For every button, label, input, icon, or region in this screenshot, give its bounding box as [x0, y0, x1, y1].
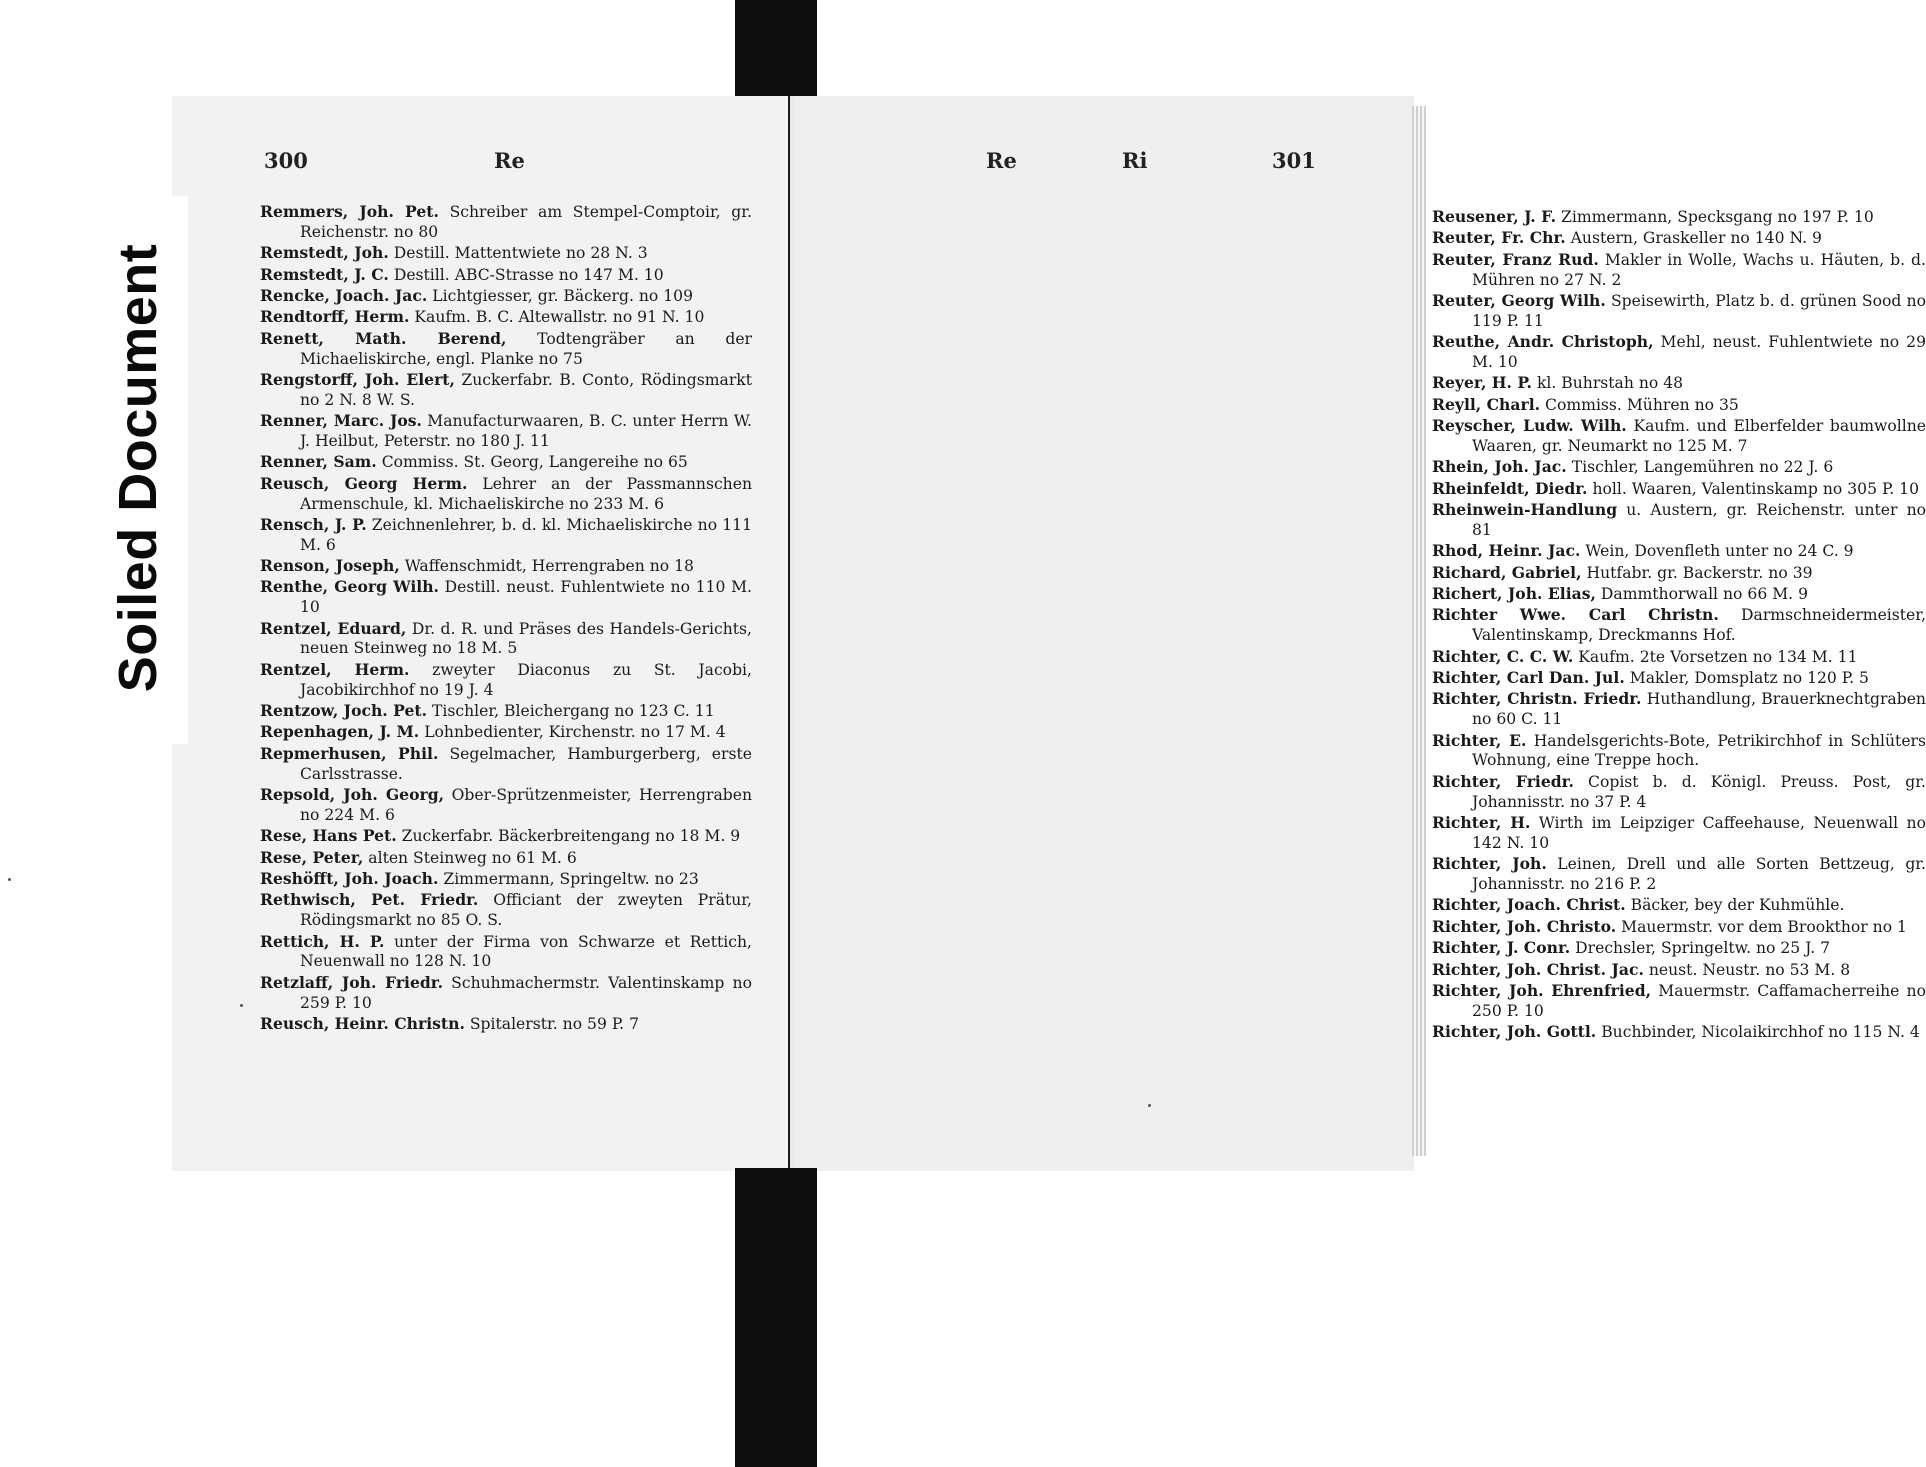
entry-text: Commiss. Mühren no 35 — [1545, 395, 1739, 414]
entry-name: Richter, Joh. — [1432, 854, 1547, 874]
directory-entry — [260, 286, 752, 307]
directory-entry — [1432, 647, 1926, 668]
entry-name: Reyer, H. P. — [1432, 373, 1532, 393]
directory-entry — [1432, 731, 1926, 772]
entry-text: Mauermstr. Caffamacherreihe no 250 P. 10 — [1472, 981, 1926, 1020]
entry-text: Kaufm. B. C. Altewallstr. no 91 N. 10 — [414, 308, 705, 327]
entry-name: Retzlaff, Joh. Friedr. — [260, 972, 443, 992]
entry-name: Rese, Hans Pet. — [260, 826, 397, 846]
entry-name: Renner, Sam. — [260, 452, 377, 472]
directory-entry — [1432, 291, 1926, 332]
entry-text: Kaufm. 2te Vorsetzen no 134 M. 11 — [1578, 647, 1858, 666]
directory-entry — [260, 932, 752, 973]
entry-text: Zimmermann, Springeltw. no 23 — [443, 869, 699, 888]
directory-entry — [1432, 605, 1926, 646]
entry-name: Repmerhusen, Phil. — [260, 743, 439, 763]
entry-text: Makler in Wolle, Wachs u. Häuten, b. d. Mühren no 27 N. 2 — [1472, 250, 1926, 289]
book-spread — [172, 96, 1926, 1171]
directory-entry — [1432, 1022, 1926, 1043]
entry-text: alten Steinweg no 61 M. 6 — [368, 848, 577, 867]
entry-name: Richter, Friedr. — [1432, 771, 1574, 791]
directory-entry — [1432, 854, 1926, 895]
entry-text: Commiss. St. Georg, Langereihe no 65 — [381, 453, 688, 472]
entry-text: Buchbinder, Nicolaikirchhof no 115 N. 4 — [1601, 1023, 1920, 1042]
entry-name: Reshöfft, Joh. Joach. — [260, 868, 439, 888]
directory-entry — [260, 869, 752, 890]
entry-name: Richert, Joh. Elias, — [1432, 584, 1596, 604]
entry-text: Officiant der zweyten Prätur, Rödingsmarkt no 85 O. S. — [300, 891, 752, 930]
entry-text: Lichtgiesser, gr. Bäckerg. no 109 — [432, 286, 694, 305]
directory-entry — [260, 826, 752, 847]
entry-name: Rentzow, Joch. Pet. — [260, 701, 428, 721]
directory-entry — [1432, 960, 1926, 981]
entry-text: Spitalerstr. no 59 P. 7 — [469, 1014, 640, 1033]
entry-text: kl. Buhrstah no 48 — [1536, 374, 1684, 393]
entry-name: Reuthe, Andr. Christoph, — [1432, 332, 1654, 352]
right-page — [794, 96, 1926, 1171]
entry-name: Renett, Math. Berend, — [260, 328, 507, 348]
entry-name: Rethwisch, Pet. Friedr. — [260, 890, 479, 910]
entry-name: Rencke, Joach. Jac. — [260, 285, 428, 305]
entry-text: Zuckerfabr. Bäckerbreitengang no 18 M. 9 — [401, 827, 741, 846]
entry-name: Reusch, Heinr. Christn. — [260, 1013, 465, 1033]
directory-entry — [260, 577, 752, 618]
running-header-left: Re — [494, 148, 525, 173]
directory-entry — [260, 744, 752, 785]
entry-text: u. Austern, gr. Reichenstr. unter no 81 — [1472, 501, 1926, 539]
directory-entry — [260, 243, 752, 264]
directory-entry — [260, 411, 752, 452]
entry-text: Makler, Domsplatz no 120 P. 5 — [1629, 669, 1869, 688]
entry-name: Remstedt, Joh. — [260, 243, 389, 263]
entry-name: Rettich, H. P. — [260, 931, 385, 951]
directory-entry — [260, 202, 752, 243]
entry-text: Drechsler, Springeltw. no 25 J. 7 — [1575, 939, 1831, 958]
entry-text: Mehl, neust. Fuhlentwiete no 29 M. 10 — [1472, 333, 1926, 371]
directory-entry — [1432, 479, 1926, 500]
entry-text: Destill. neust. Fuhlentwiete no 110 M. 10 — [300, 578, 752, 617]
dust-speck — [1148, 1104, 1151, 1107]
running-header-right-re: Re — [986, 148, 1017, 173]
dust-speck — [240, 1004, 243, 1007]
entry-name: Renner, Marc. Jos. — [260, 411, 422, 431]
directory-entry — [1432, 917, 1926, 938]
entry-text: Ober-Sprützenmeister, Herrengraben no 224 M. 6 — [300, 786, 752, 824]
entry-text: Dr. d. R. und Präses des Handels-Gerichts, neuen Steinweg no 18 M. 5 — [300, 619, 752, 658]
left-page — [172, 96, 790, 1171]
entry-text: Lohnbedienter, Kirchenstr. no 17 M. 4 — [424, 723, 726, 742]
entry-name: Reuter, Franz Rud. — [1432, 249, 1599, 269]
entry-name: Reuter, Fr. Chr. — [1432, 228, 1566, 248]
entry-text: Lehrer an der Passmannschen Armenschule, kl. Michaeliskirche no 233 M. 6 — [300, 474, 752, 513]
entry-text: Kaufm. und Elberfelder baumwollne Waaren, gr. Neumarkt no 125 M. 7 — [1472, 417, 1926, 455]
directory-entry — [1432, 981, 1926, 1022]
entry-name: Rhein, Joh. Jac. — [1432, 457, 1567, 477]
directory-entry — [1432, 416, 1926, 457]
binding-bottom — [735, 1168, 817, 1467]
entry-text: Waffenschmidt, Herrengraben no 18 — [404, 557, 694, 576]
entry-text: Handelsgerichts-Bote, Petrikirchhof in Schlüters Wohnung, eine Treppe hoch. — [1472, 731, 1926, 770]
directory-entry — [260, 452, 752, 473]
entry-name: Repenhagen, J. M. — [260, 722, 420, 742]
directory-entry — [1432, 332, 1926, 373]
entry-name: Renthe, Georg Wilh. — [260, 577, 439, 597]
directory-entry — [260, 265, 752, 286]
entry-name: Rendtorff, Herm. — [260, 307, 410, 327]
directory-entry — [1432, 457, 1926, 478]
entry-text: neust. Neustr. no 53 M. 8 — [1648, 960, 1851, 979]
entry-name: Richard, Gabriel, — [1432, 562, 1582, 582]
entry-text: Wirth im Leipziger Caffeehause, Neuenwall no 142 N. 10 — [1472, 813, 1926, 852]
entry-text: Dammthorwall no 66 M. 9 — [1600, 585, 1808, 604]
entry-name: Reusener, J. F. — [1432, 207, 1557, 226]
entry-text: zweyter Diaconus zu St. Jacobi, Jacobikirchhof no 19 J. 4 — [300, 660, 752, 699]
directory-entry — [1432, 500, 1926, 541]
entry-text: Destill. ABC-Strasse no 147 M. 10 — [393, 265, 664, 284]
entry-name: Richter, Joh. Ehrenfried, — [1432, 980, 1652, 1000]
entry-text: Mauermstr. vor dem Brookthor no 1 — [1621, 917, 1907, 936]
entry-text: Austern, Graskeller no 140 N. 9 — [1570, 229, 1822, 248]
directory-entry — [1432, 563, 1926, 584]
entry-name: Rengstorff, Joh. Elert, — [260, 369, 455, 389]
entry-name: Repsold, Joh. Georg, — [260, 785, 445, 804]
directory-entry — [1432, 813, 1926, 854]
entry-text: holl. Waaren, Valentinskamp no 305 P. 10 — [1592, 479, 1920, 498]
directory-entry — [260, 973, 752, 1014]
entry-text: Speisewirth, Platz b. d. grünen Sood no 119 P. 11 — [1472, 291, 1926, 330]
directory-entry — [260, 329, 752, 370]
entry-text: Huthandlung, Brauerknechtgraben no 60 C. 11 — [1472, 690, 1926, 729]
directory-entries-left — [260, 202, 752, 1035]
entry-name: Reuter, Georg Wilh. — [1432, 290, 1606, 310]
running-header-right-ri: Ri — [1122, 148, 1148, 173]
entry-name: Richter, Christn. Friedr. — [1432, 689, 1642, 709]
entry-text: Zeichnenlehrer, b. d. kl. Michaeliskirche no 111 M. 6 — [300, 515, 752, 554]
entry-name: Rensch, J. P. — [260, 514, 367, 534]
dust-speck — [8, 878, 11, 881]
entry-text: Copist b. d. Königl. Preuss. Post, gr. Johannisstr. no 37 P. 4 — [1472, 772, 1926, 811]
entry-name: Rhod, Heinr. Jac. — [1432, 541, 1581, 561]
entry-name: Rentzel, Herm. — [260, 659, 410, 679]
entry-text: Tischler, Langemühren no 22 J. 6 — [1571, 458, 1834, 477]
directory-entry — [1432, 668, 1926, 689]
entry-name: Remmers, Joh. Pet. — [260, 202, 439, 221]
entry-text: Hutfabr. gr. Backerstr. no 39 — [1586, 563, 1813, 582]
entry-text: Segelmacher, Hamburgerberg, erste Carlsstrasse. — [300, 744, 752, 783]
entry-name: Richter, Carl Dan. Jul. — [1432, 668, 1625, 688]
entry-name: Renson, Joseph, — [260, 556, 400, 576]
entry-text: Tischler, Bleichergang no 123 C. 11 — [431, 702, 715, 721]
directory-entry — [260, 890, 752, 931]
directory-entry — [1432, 250, 1926, 291]
directory-entry — [260, 307, 752, 328]
fore-edge — [1412, 106, 1426, 1156]
entry-text: Schreiber am Stempel-Comptoir, gr. Reichenstr. no 80 — [300, 203, 752, 241]
entry-text: Darmschneidermeister, Valentinskamp, Dreckmanns Hof. — [1472, 606, 1926, 645]
entry-text: Todtengräber an der Michaeliskirche, engl. Planke no 75 — [300, 329, 752, 368]
directory-entry — [260, 1014, 752, 1035]
directory-entry — [1432, 584, 1926, 605]
directory-entry — [260, 370, 752, 411]
directory-entry — [260, 619, 752, 660]
directory-entry — [1432, 938, 1926, 959]
directory-entry — [260, 660, 752, 701]
entry-name: Rheinwein-Handlung — [1432, 500, 1618, 520]
entry-name: Reyll, Charl. — [1432, 394, 1541, 414]
entry-name: Rheinfeldt, Diedr. — [1432, 478, 1588, 498]
directory-entry — [260, 785, 752, 826]
page-number-right: 301 — [1272, 148, 1316, 173]
entry-text: Zuckerfabr. B. Conto, Rödingsmarkt no 2 N. 8 W. S. — [300, 370, 752, 409]
directory-entry — [1432, 395, 1926, 416]
entry-text: Leinen, Drell und alle Sorten Bettzeug, gr. Johannisstr. no 216 P. 2 — [1472, 855, 1926, 893]
entry-name: Richter Wwe. Carl Christn. — [1432, 605, 1719, 625]
directory-entry — [1432, 689, 1926, 730]
entry-text: Zimmermann, Specksgang no 197 P. 10 — [1561, 208, 1874, 226]
entry-text: unter der Firma von Schwarze et Rettich, Neuenwall no 128 N. 10 — [300, 932, 752, 971]
soiled-document-stamp: Soiled Document — [108, 243, 168, 693]
directory-entry — [1432, 772, 1926, 813]
entry-text: Bäcker, bey der Kuhmühle. — [1630, 896, 1845, 915]
directory-entries-right — [1432, 207, 1926, 1044]
entry-text: Manufacturwaaren, B. C. unter Herrn W. J. Heilbut, Peterstr. no 180 J. 11 — [300, 412, 752, 450]
entry-name: Rentzel, Eduard, — [260, 618, 407, 638]
entry-name: Remstedt, J. C. — [260, 264, 389, 284]
entry-name: Richter, Joh. Gottl. — [1432, 1022, 1597, 1042]
directory-entry — [260, 722, 752, 743]
entry-name: Reyscher, Ludw. Wilh. — [1432, 416, 1627, 436]
entry-name: Richter, Joach. Christ. — [1432, 895, 1626, 915]
directory-entry — [1432, 373, 1926, 394]
entry-name: Richter, Joh. Christ. Jac. — [1432, 959, 1644, 979]
entry-text: Destill. Mattentwiete no 28 N. 3 — [393, 244, 648, 263]
page-number-left: 300 — [264, 148, 308, 173]
entry-name: Richter, J. Conr. — [1432, 938, 1571, 958]
directory-entry — [1432, 541, 1926, 562]
entry-name: Richter, C. C. W. — [1432, 646, 1574, 666]
directory-entry — [260, 848, 752, 869]
entry-name: Richter, H. — [1432, 812, 1531, 832]
entry-text: Schuhmachermstr. Valentinskamp no 259 P. 10 — [300, 973, 752, 1012]
entry-name: Richter, Joh. Christo. — [1432, 916, 1617, 936]
directory-entry — [260, 474, 752, 515]
directory-entry — [260, 515, 752, 556]
entry-name: Reusch, Georg Herm. — [260, 473, 468, 493]
entry-name: Richter, E. — [1432, 730, 1527, 750]
entry-name: Rese, Peter, — [260, 847, 364, 867]
entry-text: Wein, Dovenfleth unter no 24 C. 9 — [1585, 542, 1854, 561]
directory-entry — [1432, 207, 1926, 228]
directory-entry — [1432, 895, 1926, 916]
directory-entry — [260, 701, 752, 722]
directory-entry — [260, 556, 752, 577]
directory-entry — [1432, 228, 1926, 249]
